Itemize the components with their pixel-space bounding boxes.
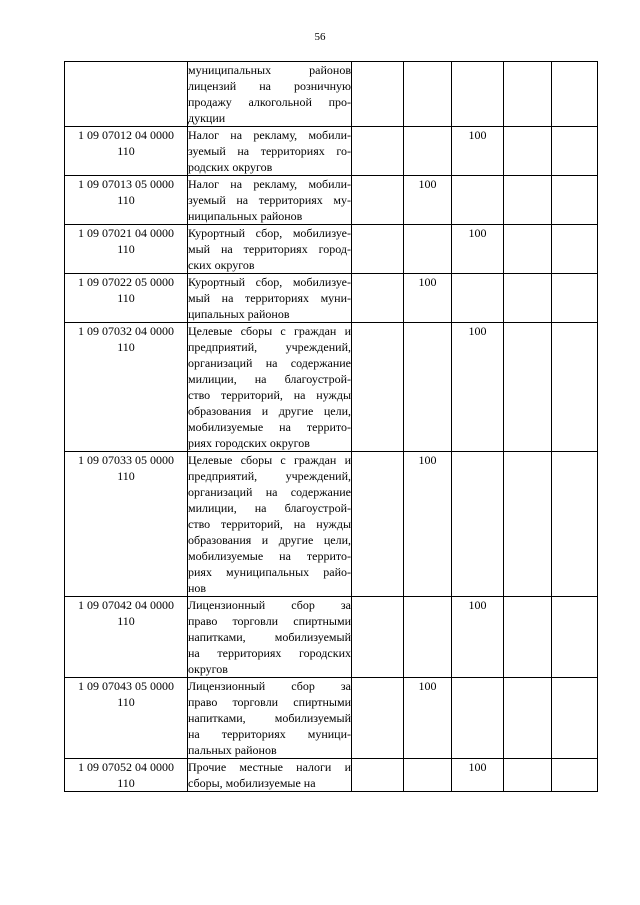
- budget-code-cell: [65, 176, 188, 225]
- budget-code-cell: [65, 274, 188, 323]
- description-line: образования и другие цели,: [188, 404, 351, 418]
- description-line: мый на территориях муни-: [188, 291, 351, 305]
- budget-code-cell: [65, 127, 188, 176]
- value-cell: [352, 452, 404, 597]
- description-line: нов: [188, 581, 207, 595]
- description-cell: [188, 323, 352, 452]
- value-cell: [352, 678, 404, 759]
- description-line: милиции, на благоустрой-: [188, 372, 351, 386]
- description-line: продажу алкогольной про-: [188, 95, 351, 109]
- value-cell: [504, 678, 552, 759]
- budget-code-line: 110: [117, 776, 135, 790]
- value-cell: [404, 759, 452, 792]
- description-line: зуемый на территориях го-: [188, 144, 351, 158]
- description-cell: [188, 176, 352, 225]
- description-cell: [188, 127, 352, 176]
- description-line: Налог на рекламу, мобили-: [188, 177, 351, 191]
- budget-code-cell: [65, 678, 188, 759]
- description-line: на территориях муници-: [188, 727, 351, 741]
- value-cell: 100: [404, 274, 452, 323]
- table-row: [65, 323, 598, 452]
- description-line: риях муниципальных райо-: [188, 565, 351, 579]
- table-row: [65, 452, 598, 597]
- budget-code-line: 110: [117, 340, 135, 354]
- description-line: Лицензионный сбор за: [188, 679, 351, 693]
- description-line: муниципальных районов: [188, 63, 351, 77]
- description-line: Налог на рекламу, мобили-: [188, 128, 351, 142]
- description-cell: [188, 274, 352, 323]
- value-cell: [452, 62, 504, 127]
- value-cell: 100: [452, 127, 504, 176]
- value-cell: 100: [404, 452, 452, 597]
- table-row: [65, 597, 598, 678]
- value-cell: 100: [452, 323, 504, 452]
- description-line: право торговли спиртными: [188, 695, 351, 709]
- value-cell: [504, 323, 552, 452]
- budget-code-line: 1 09 07032 04 0000: [78, 324, 174, 338]
- value-cell: [404, 225, 452, 274]
- value-cell: [352, 176, 404, 225]
- budget-code-line: 1 09 07021 04 0000: [78, 226, 174, 240]
- budget-code-line: 1 09 07043 05 0000: [78, 679, 174, 693]
- table-row: [65, 225, 598, 274]
- value-cell: [504, 759, 552, 792]
- value-cell: [552, 759, 598, 792]
- value-cell: [404, 62, 452, 127]
- budget-code-cell: [65, 225, 188, 274]
- description-line: ство территорий, на нужды: [188, 388, 351, 402]
- table-row: [65, 176, 598, 225]
- table-row: [65, 759, 598, 792]
- value-cell: [452, 274, 504, 323]
- description-cell: [188, 597, 352, 678]
- value-cell: [504, 597, 552, 678]
- description-line: на территориях городских: [188, 646, 351, 660]
- table-row: [65, 62, 598, 127]
- description-line: родских округов: [188, 160, 273, 174]
- value-cell: [352, 759, 404, 792]
- budget-code-cell: [65, 62, 188, 127]
- value-cell: [552, 62, 598, 127]
- description-line: образования и другие цели,: [188, 533, 351, 547]
- value-cell: [404, 597, 452, 678]
- description-cell: [188, 225, 352, 274]
- value-cell: [552, 323, 598, 452]
- description-line: округов: [188, 662, 228, 676]
- budget-code-line: 1 09 07012 04 0000: [78, 128, 174, 142]
- value-cell: [404, 127, 452, 176]
- description-line: предприятий, учреждений,: [188, 469, 351, 483]
- budget-code-cell: [65, 323, 188, 452]
- budget-classification-table: [64, 61, 598, 792]
- description-cell: [188, 759, 352, 792]
- value-cell: [352, 225, 404, 274]
- budget-code-line: 1 09 07033 05 0000: [78, 453, 174, 467]
- value-cell: 100: [404, 176, 452, 225]
- value-cell: [352, 597, 404, 678]
- budget-code-line: 1 09 07052 04 0000: [78, 760, 174, 774]
- page-number: 56: [314, 31, 326, 43]
- description-line: право торговли спиртными: [188, 614, 351, 628]
- description-line: ниципальных районов: [188, 209, 303, 223]
- description-line: Лицензионный сбор за: [188, 598, 351, 612]
- description-line: ство территорий, на нужды: [188, 517, 351, 531]
- value-cell: [352, 127, 404, 176]
- budget-code-line: 110: [117, 291, 135, 305]
- value-cell: [552, 597, 598, 678]
- description-line: ципальных районов: [188, 307, 290, 321]
- budget-code-cell: [65, 597, 188, 678]
- description-line: Прочие местные налоги и: [188, 760, 351, 774]
- description-line: напитками, мобилизуемый: [188, 630, 351, 644]
- budget-code-line: 110: [117, 469, 135, 483]
- value-cell: [552, 127, 598, 176]
- value-cell: [504, 127, 552, 176]
- value-cell: 100: [452, 759, 504, 792]
- description-cell: [188, 62, 352, 127]
- budget-code-line: 110: [117, 695, 135, 709]
- description-line: зуемый на территориях му-: [188, 193, 351, 207]
- value-cell: [352, 274, 404, 323]
- budget-code-line: 110: [117, 144, 135, 158]
- value-cell: [404, 323, 452, 452]
- description-line: пальных районов: [188, 743, 277, 757]
- description-line: Целевые сборы с граждан и: [188, 453, 351, 467]
- value-cell: [552, 678, 598, 759]
- description-line: мобилизуемые на террито-: [188, 420, 351, 434]
- value-cell: [452, 678, 504, 759]
- description-line: мобилизуемые на террито-: [188, 549, 351, 563]
- budget-code-cell: [65, 759, 188, 792]
- value-cell: 100: [452, 597, 504, 678]
- value-cell: [504, 62, 552, 127]
- description-line: мый на территориях город-: [188, 242, 351, 256]
- table-row: [65, 678, 598, 759]
- budget-code-cell: [65, 452, 188, 597]
- table-row: [65, 127, 598, 176]
- budget-code-line: 1 09 07022 05 0000: [78, 275, 174, 289]
- value-cell: [552, 274, 598, 323]
- description-line: напитками, мобилизуемый: [188, 711, 351, 725]
- value-cell: [504, 176, 552, 225]
- description-line: организаций на содержание: [188, 485, 351, 499]
- budget-code-line: 110: [117, 242, 135, 256]
- budget-code-line: 1 09 07042 04 0000: [78, 598, 174, 612]
- value-cell: 100: [404, 678, 452, 759]
- value-cell: [504, 274, 552, 323]
- description-line: лицензий на розничную: [188, 79, 351, 93]
- value-cell: [452, 176, 504, 225]
- description-cell: [188, 452, 352, 597]
- description-line: дукции: [188, 111, 226, 125]
- description-line: предприятий, учреждений,: [188, 340, 351, 354]
- description-line: Целевые сборы с граждан и: [188, 324, 351, 338]
- value-cell: [552, 452, 598, 597]
- description-line: риях городских округов: [188, 436, 310, 450]
- table-body: [65, 62, 598, 792]
- value-cell: [552, 225, 598, 274]
- value-cell: 100: [452, 225, 504, 274]
- description-cell: [188, 678, 352, 759]
- value-cell: [452, 452, 504, 597]
- description-line: милиции, на благоустрой-: [188, 501, 351, 515]
- description-line: ских округов: [188, 258, 255, 272]
- value-cell: [504, 225, 552, 274]
- value-cell: [552, 176, 598, 225]
- table-row: [65, 274, 598, 323]
- description-line: Курортный сбор, мобилизуе-: [188, 226, 351, 240]
- budget-code-line: 1 09 07013 05 0000: [78, 177, 174, 191]
- value-cell: [352, 62, 404, 127]
- value-cell: [504, 452, 552, 597]
- description-line: организаций на содержание: [188, 356, 351, 370]
- description-line: Курортный сбор, мобилизуе-: [188, 275, 351, 289]
- budget-code-line: 110: [117, 614, 135, 628]
- value-cell: [352, 323, 404, 452]
- description-line: сборы, мобилизуемые на: [188, 776, 316, 790]
- budget-code-line: 110: [117, 193, 135, 207]
